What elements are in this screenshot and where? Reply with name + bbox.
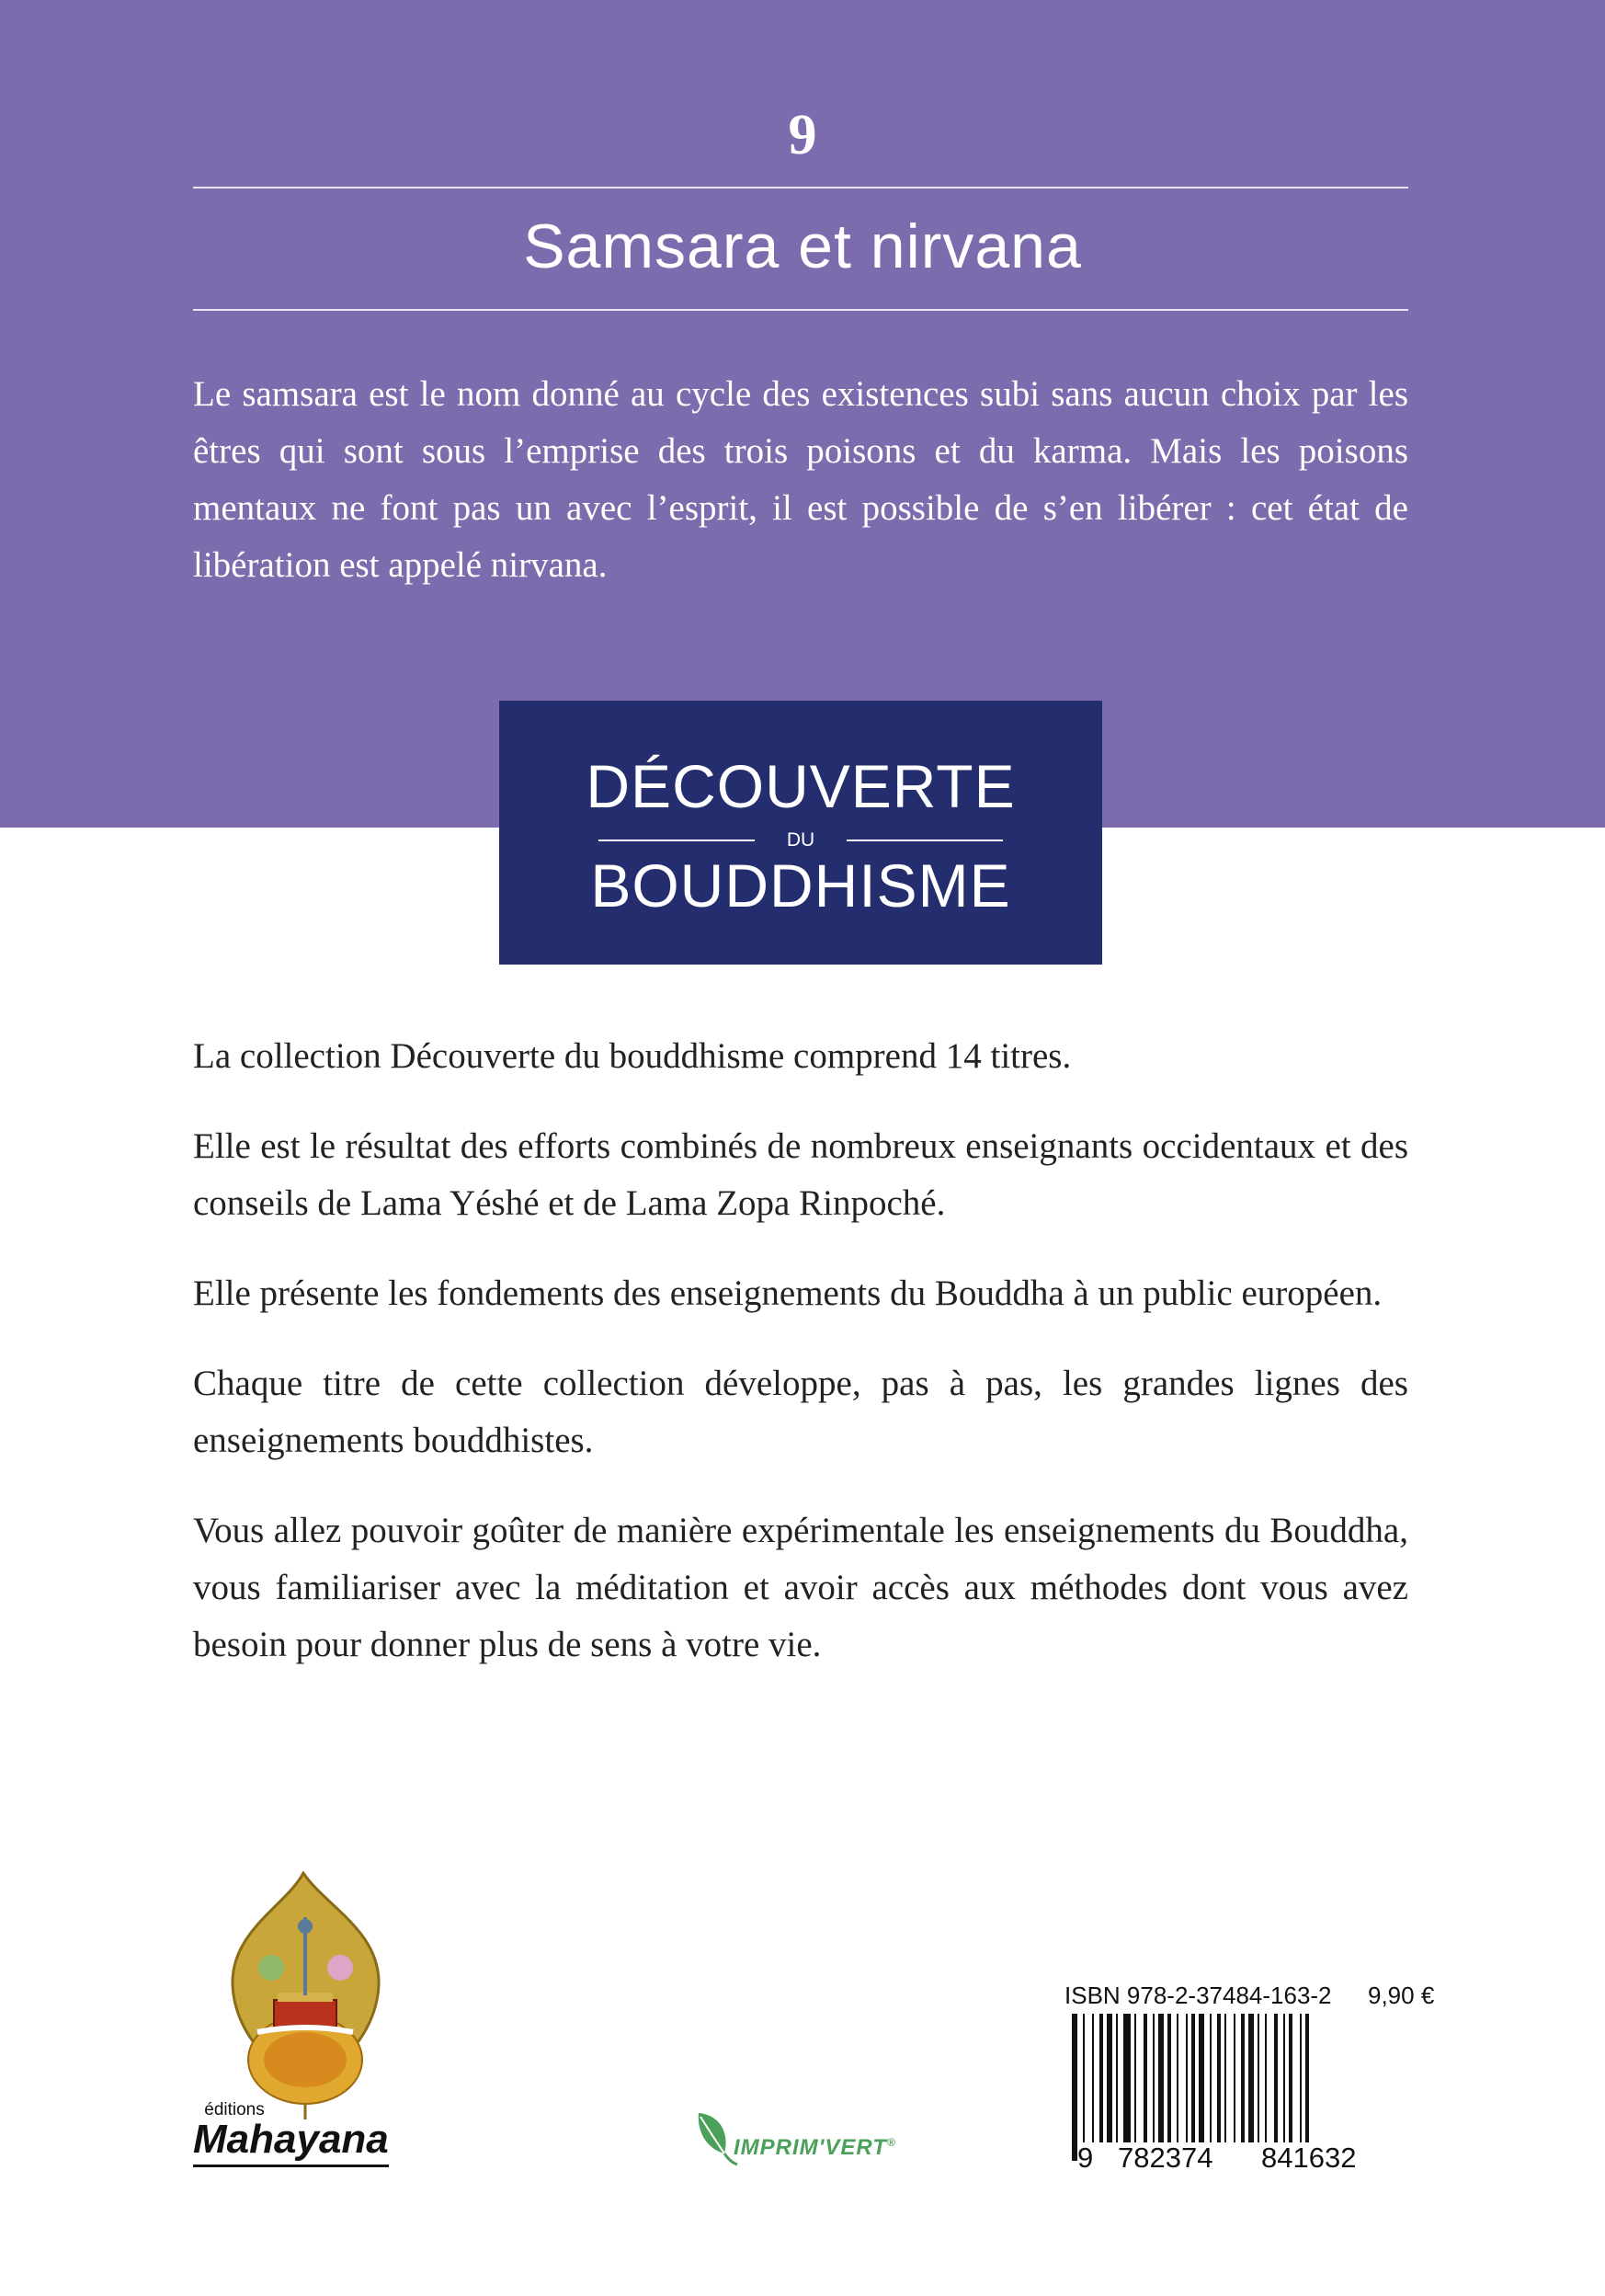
price-label: 9,90 € (1368, 1982, 1435, 2009)
barcode-bar (1191, 2014, 1195, 2161)
barcode-bar (1224, 2014, 1226, 2142)
barcode-first-digit: 9 (1077, 2142, 1094, 2174)
barcode-bar (1217, 2014, 1221, 2142)
barcode-bar (1274, 2014, 1278, 2142)
description-paragraph: Chaque titre de cette collection développe, pas à pas, les grandes lignes des enseignements bouddhistes. (193, 1364, 1408, 1460)
barcode-bar (1153, 2014, 1155, 2142)
barcode (1066, 2014, 1414, 2161)
imprim-vert-name: IMPRIM'VERT (734, 2135, 887, 2160)
imprim-vert-mark: ® (886, 2136, 896, 2149)
barcode-bar (1167, 2014, 1171, 2142)
description-paragraph: Vous allez pouvoir goûter de manière expérimentale les enseignements du Bouddha, vous familiariser avec la méditation et avoir accès aux méthodes dont vous avez besoin pour donner plus de sens à votre vie. (193, 1511, 1408, 1664)
publisher-name: Mahayana (193, 2117, 389, 2167)
barcode-bar (1234, 2014, 1235, 2142)
title-rule-bottom (193, 309, 1408, 311)
barcode-bar (1241, 2014, 1245, 2142)
barcode-bar (1258, 2014, 1259, 2142)
barcode-bar (1158, 2014, 1164, 2142)
isbn-label: ISBN 978-2-37484-163-2 (1064, 1982, 1332, 2009)
barcode-bar (1134, 2014, 1136, 2142)
barcode-bar (1099, 2014, 1103, 2142)
barcode-left-digits: 782374 (1118, 2142, 1213, 2174)
publisher-prefix: éditions (204, 2100, 265, 2119)
barcode-bar (1210, 2014, 1212, 2142)
barcode-bar (1289, 2014, 1292, 2142)
collection-logo-du: DU (786, 829, 815, 851)
intro-paragraph: Le samsara est le nom donné au cycle des existences subi sans aucun choix par les êtres qui sont sous l’emprise des trois poisons et du karma. Mais les poisons mentaux ne font pas un avec l’esprit, il est possible de s’en libérer : cet état de libération est appelé nirvana. (193, 374, 1408, 585)
description-paragraph: Elle est le résultat des efforts combinés de nombreux enseignants occidentaux et des conseils de Lama Yéshé et de Lama Zopa Rinpoché. (193, 1126, 1408, 1223)
barcode-bar (1305, 2014, 1309, 2161)
barcode-bar (1107, 2014, 1112, 2142)
collection-description (193, 1028, 1408, 1707)
barcode-bar (1248, 2014, 1254, 2142)
barcode-bar (1116, 2014, 1118, 2142)
volume-number: 9 (788, 104, 817, 166)
collection-logo (499, 701, 1102, 965)
title-rule-top (193, 187, 1408, 188)
collection-logo-line2: BOUDDHISME (590, 851, 1011, 920)
barcode-bar (1300, 2014, 1302, 2161)
collection-logo-divider (598, 829, 1003, 851)
barcode-bar (1083, 2014, 1085, 2161)
barcode-bar (1199, 2014, 1204, 2161)
barcode-bar (1072, 2014, 1077, 2161)
barcode-bar (1123, 2014, 1131, 2142)
imprim-vert-label (734, 2135, 896, 2161)
description-paragraph: Elle présente les fondements des enseignements du Bouddha à un public européen. (193, 1274, 1383, 1313)
barcode-bar (1283, 2014, 1285, 2142)
barcode-bar (1265, 2014, 1267, 2142)
barcode-bar (1177, 2014, 1178, 2142)
barcode-bar (1144, 2014, 1147, 2142)
barcode-bar (1092, 2014, 1094, 2142)
barcode-right-digits: 841632 (1261, 2142, 1357, 2174)
barcode-bar (1186, 2014, 1188, 2142)
description-paragraph: La collection Découverte du bouddhisme comprend 14 titres. (193, 1036, 1072, 1076)
book-title: Samsara et nirvana (523, 211, 1082, 281)
collection-logo-line1: DÉCOUVERTE (586, 752, 1016, 820)
